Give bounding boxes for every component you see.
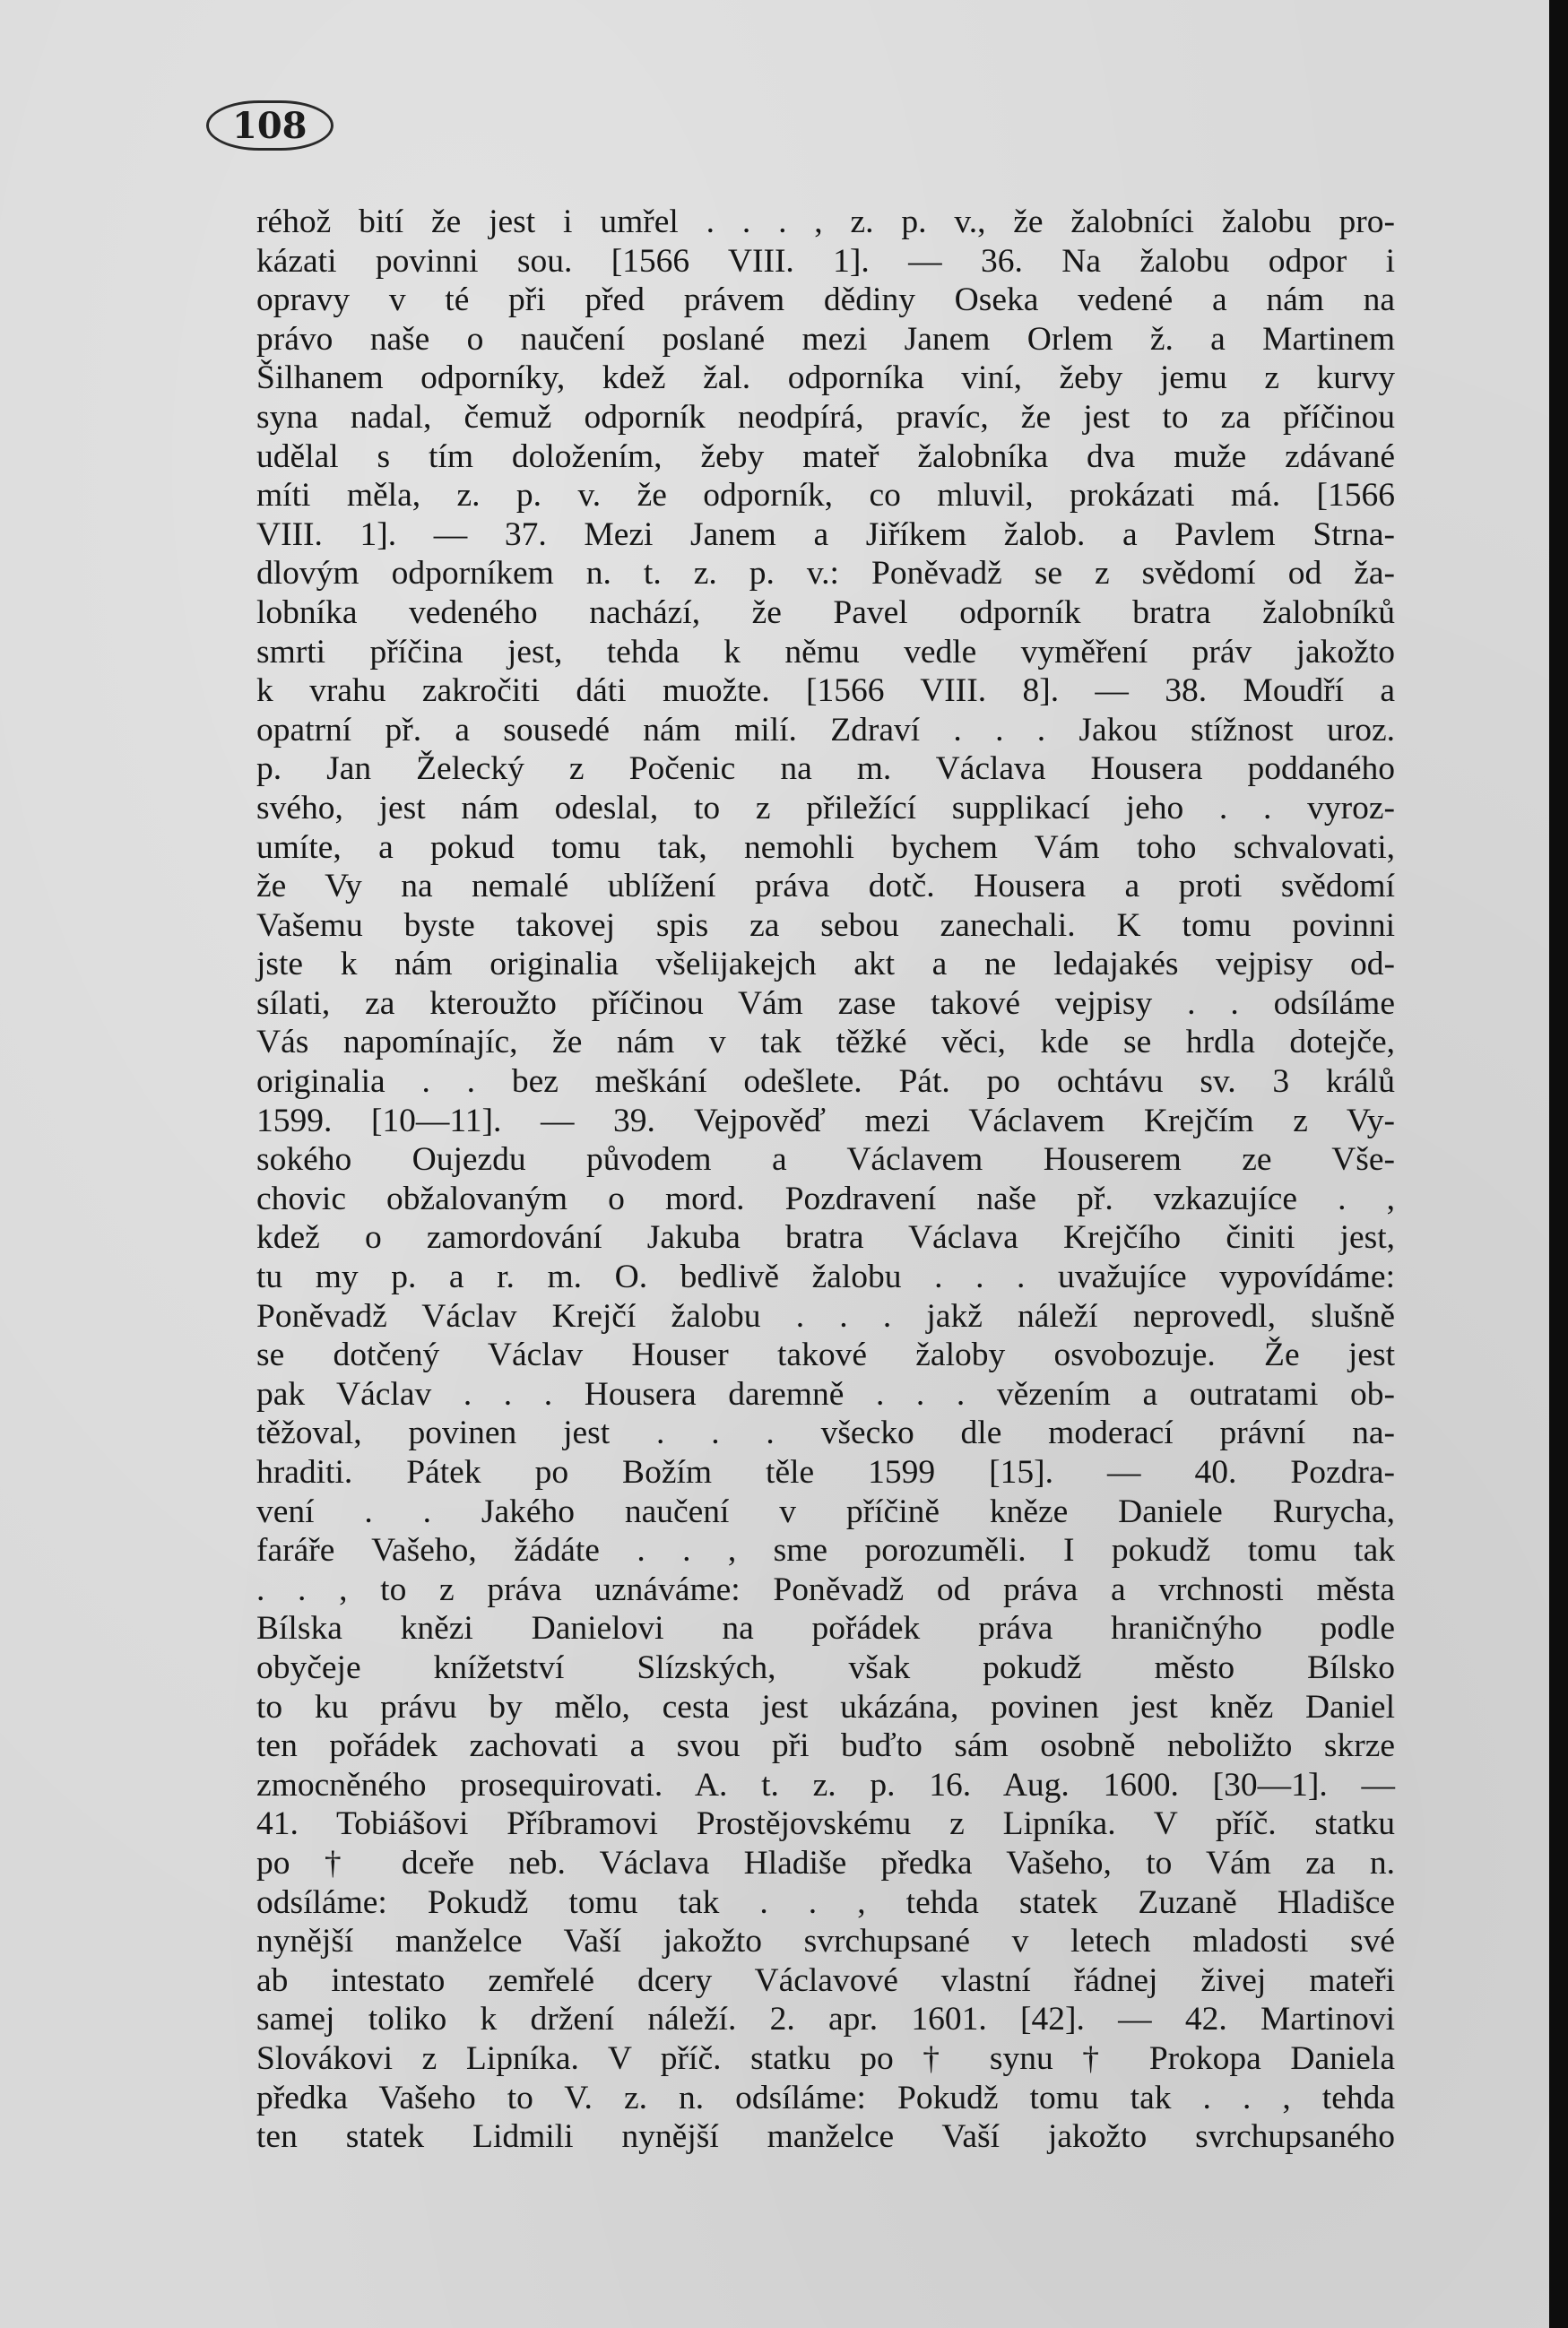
text-line: právo naše o naučení poslané mezi Janem Orlem ž. a Martinem (256, 320, 1395, 358)
text-line: . . , to z práva uznáváme: Poněvadž od práva a vrchnosti města (256, 1571, 1395, 1608)
text-line: že Vy na nemalé ublížení práva dotč. Housera a proti svědomí (256, 868, 1395, 905)
text-line: po † dceře neb. Václava Hladiše předka Vašeho, to Vám za n. (256, 1844, 1395, 1882)
text-line: obyčeje knížetství Slízských, však pokudž město Bílsko (256, 1649, 1395, 1686)
text-line: kázati povinni sou. [1566 VIII. 1]. — 36. Na žalobu odpor i (256, 242, 1395, 280)
text-line: se dotčený Václav Houser takové žaloby osvobozuje. Že jest (256, 1337, 1395, 1374)
text-line: Šilhanem odporníky, kdež žal. odporníka viní, žeby jemu z kurvy (256, 359, 1395, 397)
text-line: kdež o zamordování Jakuba bratra Václava Krejčího činiti jest, (256, 1219, 1395, 1257)
text-line: pak Václav . . . Housera daremně . . . vězením a outratami ob- (256, 1375, 1395, 1413)
text-line: Slovákovi z Lipníka. V příč. statku po † synu † Prokopa Daniela (256, 2039, 1395, 2077)
text-line: těžoval, povinen jest . . . všecko dle moderací právní na- (256, 1415, 1395, 1452)
text-line: předka Vašeho to V. z. n. odsíláme: Pokudž tomu tak . . , tehda (256, 2079, 1395, 2116)
text-line: syna nadal, čemuž odporník neodpírá, pravíc, že jest to za příčinou (256, 398, 1395, 436)
text-line: réhož bití že jest i umřel . . . , z. p. v., že žalobníci žalobu pro- (256, 203, 1395, 240)
text-line: umíte, a pokud tomu tak, nemohli bychem Vám toho schvalovati, (256, 828, 1395, 866)
text-line: Bílska knězi Danielovi na pořádek práva hraničnýho podle (256, 1610, 1395, 1648)
text-line: chovic obžalovaným o mord. Pozdravení naše př. vzkazujíce . , (256, 1180, 1395, 1217)
page-number: 108 (206, 100, 334, 151)
text-line: svého, jest nám odeslal, to z přiležící supplikací jeho . . vyroz- (256, 789, 1395, 826)
text-line: faráře Vašeho, žádáte . . , sme porozuměli. I pokudž tomu tak (256, 1532, 1395, 1570)
text-line: odsíláme: Pokudž tomu tak . . , tehda statek Zuzaně Hladišce (256, 1883, 1395, 1921)
text-line: opravy v té při před právem dědiny Oseka vedené a nám na (256, 281, 1395, 319)
text-line: vení . . Jakého naučení v příčině kněze Daniele Rurycha, (256, 1493, 1395, 1530)
text-line: p. Jan Želecký z Počenic na m. Václava Housera poddaného (256, 750, 1395, 788)
text-line: dlovým odporníkem n. t. z. p. v.: Poněvadž se z svědomí od ža- (256, 555, 1395, 593)
text-line: zmocněného prosequirovati. A. t. z. p. 16. Aug. 1600. [30—1]. — (256, 1766, 1395, 1804)
text-line: originalia . . bez meškání odešlete. Pát. po ochtávu sv. 3 králů (256, 1063, 1395, 1101)
body-text (256, 203, 1395, 2157)
text-line: udělal s tím doložením, žeby mateř žalobníka dva muže zdávané (256, 437, 1395, 475)
text-line: Poněvadž Václav Krejčí žalobu . . . jakž náleží neprovedl, slušně (256, 1297, 1395, 1335)
text-line: samej toliko k držení náleží. 2. apr. 1601. [42]. — 42. Martinovi (256, 2001, 1395, 2038)
text-line: smrti příčina jest, tehda k němu vedle vyměření práv jakožto (256, 633, 1395, 671)
text-line: lobníka vedeného nachází, že Pavel odporník bratra žalobníků (256, 593, 1395, 631)
text-line: sokého Oujezdu původem a Václavem Houserem ze Vše- (256, 1141, 1395, 1179)
text-line: opatrní př. a sousedé nám milí. Zdraví . . . Jakou stížnost uroz. (256, 711, 1395, 749)
text-line: sílati, za kteroužto příčinou Vám zase takové vejpisy . . odsíláme (256, 984, 1395, 1022)
text-line: hraditi. Pátek po Božím těle 1599 [15]. — 40. Pozdra- (256, 1454, 1395, 1491)
scan-edge-shadow (1549, 0, 1568, 2328)
text-line: tu my p. a r. m. O. bedlivě žalobu . . . uvažujíce vypovídáme: (256, 1259, 1395, 1296)
text-line: ten pořádek zachovati a svou při buďto sám osobně neboližto skrze (256, 1727, 1395, 1765)
text-line: ab intestato zemřelé dcery Václavové vlastní řádnej živej mateři (256, 1961, 1395, 1999)
text-line: ten statek Lidmili nynější manželce Vaší jakožto svrchupsaného (256, 2118, 1395, 2156)
text-line: nynější manželce Vaší jakožto svrchupsané v letech mladosti své (256, 1923, 1395, 1960)
text-line: to ku právu by mělo, cesta jest ukázána, povinen jest kněz Daniel (256, 1688, 1395, 1726)
text-line: k vrahu zakročiti dáti muožte. [1566 VIII. 8]. — 38. Moudří a (256, 672, 1395, 710)
text-line: 1599. [10—11]. — 39. Vejpověď mezi Václavem Krejčím z Vy- (256, 1102, 1395, 1139)
text-line: míti měla, z. p. v. že odporník, co mluvil, prokázati má. [1566 (256, 477, 1395, 515)
text-line: VIII. 1]. — 37. Mezi Janem a Jiříkem žalob. a Pavlem Strna- (256, 515, 1395, 553)
text-line: 41. Tobiášovi Příbramovi Prostějovskému z Lipníka. V příč. statku (256, 1805, 1395, 1843)
text-line: Vašemu byste takovej spis za sebou zanechali. K tomu povinni (256, 906, 1395, 944)
text-line: Vás napomínajíc, že nám v tak těžké věci, kde se hrdla dotejče, (256, 1024, 1395, 1061)
text-line: jste k nám originalia všelijakejch akt a ne ledajakés vejpisy od- (256, 946, 1395, 983)
